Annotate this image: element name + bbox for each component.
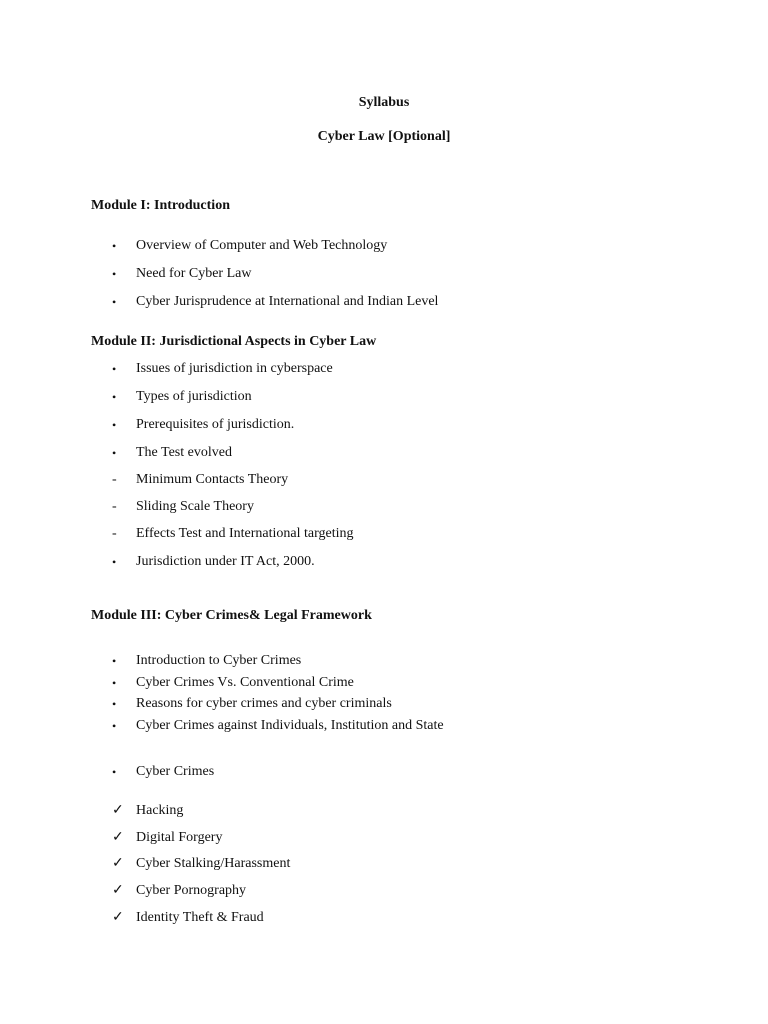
list-bullet-marker: • [112, 446, 117, 460]
list-bullet-marker: • [112, 362, 117, 376]
list-bullet-marker: • [112, 295, 117, 309]
list-dash-marker: - [112, 526, 117, 541]
list-bullet-marker: • [112, 697, 117, 711]
list-bullet-marker: • [112, 390, 117, 404]
list-item: Need for Cyber Law [136, 266, 252, 281]
module-3-heading: Module III: Cyber Crimes& Legal Framework [91, 608, 372, 623]
list-item: The Test evolved [136, 445, 232, 460]
list-bullet-marker: • [112, 654, 117, 668]
list-bullet-marker: • [112, 765, 117, 779]
list-item: Minimum Contacts Theory [136, 472, 289, 487]
checkmark-icon: ✓ [112, 830, 124, 845]
list-item: Digital Forgery [136, 830, 223, 845]
list-item: Cyber Jurisprudence at International and Indian Level [136, 294, 439, 309]
list-item: Effects Test and International targeting [136, 526, 354, 541]
list-item: Sliding Scale Theory [136, 499, 254, 514]
checkmark-icon: ✓ [112, 883, 124, 898]
list-item: Cyber Crimes Vs. Conventional Crime [136, 675, 354, 690]
list-item: Jurisdiction under IT Act, 2000. [136, 554, 315, 569]
module-2-heading: Module II: Jurisdictional Aspects in Cyber Law [91, 334, 377, 349]
document-subtitle: Cyber Law [Optional] [317, 129, 451, 144]
list-bullet-marker: • [112, 555, 117, 569]
list-item: Types of jurisdiction [136, 389, 252, 404]
list-item: Reasons for cyber crimes and cyber criminals [136, 696, 392, 711]
list-bullet-marker: • [112, 719, 117, 733]
list-dash-marker: - [112, 499, 117, 514]
list-item: Identity Theft & Fraud [136, 910, 264, 925]
checkmark-icon: ✓ [112, 803, 124, 818]
list-bullet-marker: • [112, 267, 117, 281]
list-item: Overview of Computer and Web Technology [136, 238, 388, 253]
list-item: Hacking [136, 803, 184, 818]
list-item: Cyber Crimes [136, 764, 215, 779]
list-dash-marker: - [112, 472, 117, 487]
checkmark-icon: ✓ [112, 910, 124, 925]
list-bullet-marker: • [112, 418, 117, 432]
list-bullet-marker: • [112, 239, 117, 253]
module-1-heading: Module I: Introduction [91, 198, 230, 213]
list-item: Cyber Stalking/Harassment [136, 856, 291, 871]
list-item: Cyber Pornography [136, 883, 247, 898]
document-title: Syllabus [358, 95, 410, 110]
list-bullet-marker: • [112, 676, 117, 690]
checkmark-icon: ✓ [112, 856, 124, 871]
list-item: Prerequisites of jurisdiction. [136, 417, 295, 432]
list-item: Issues of jurisdiction in cyberspace [136, 361, 333, 376]
list-item: Cyber Crimes against Individuals, Institution and State [136, 718, 444, 733]
list-item: Introduction to Cyber Crimes [136, 653, 302, 668]
